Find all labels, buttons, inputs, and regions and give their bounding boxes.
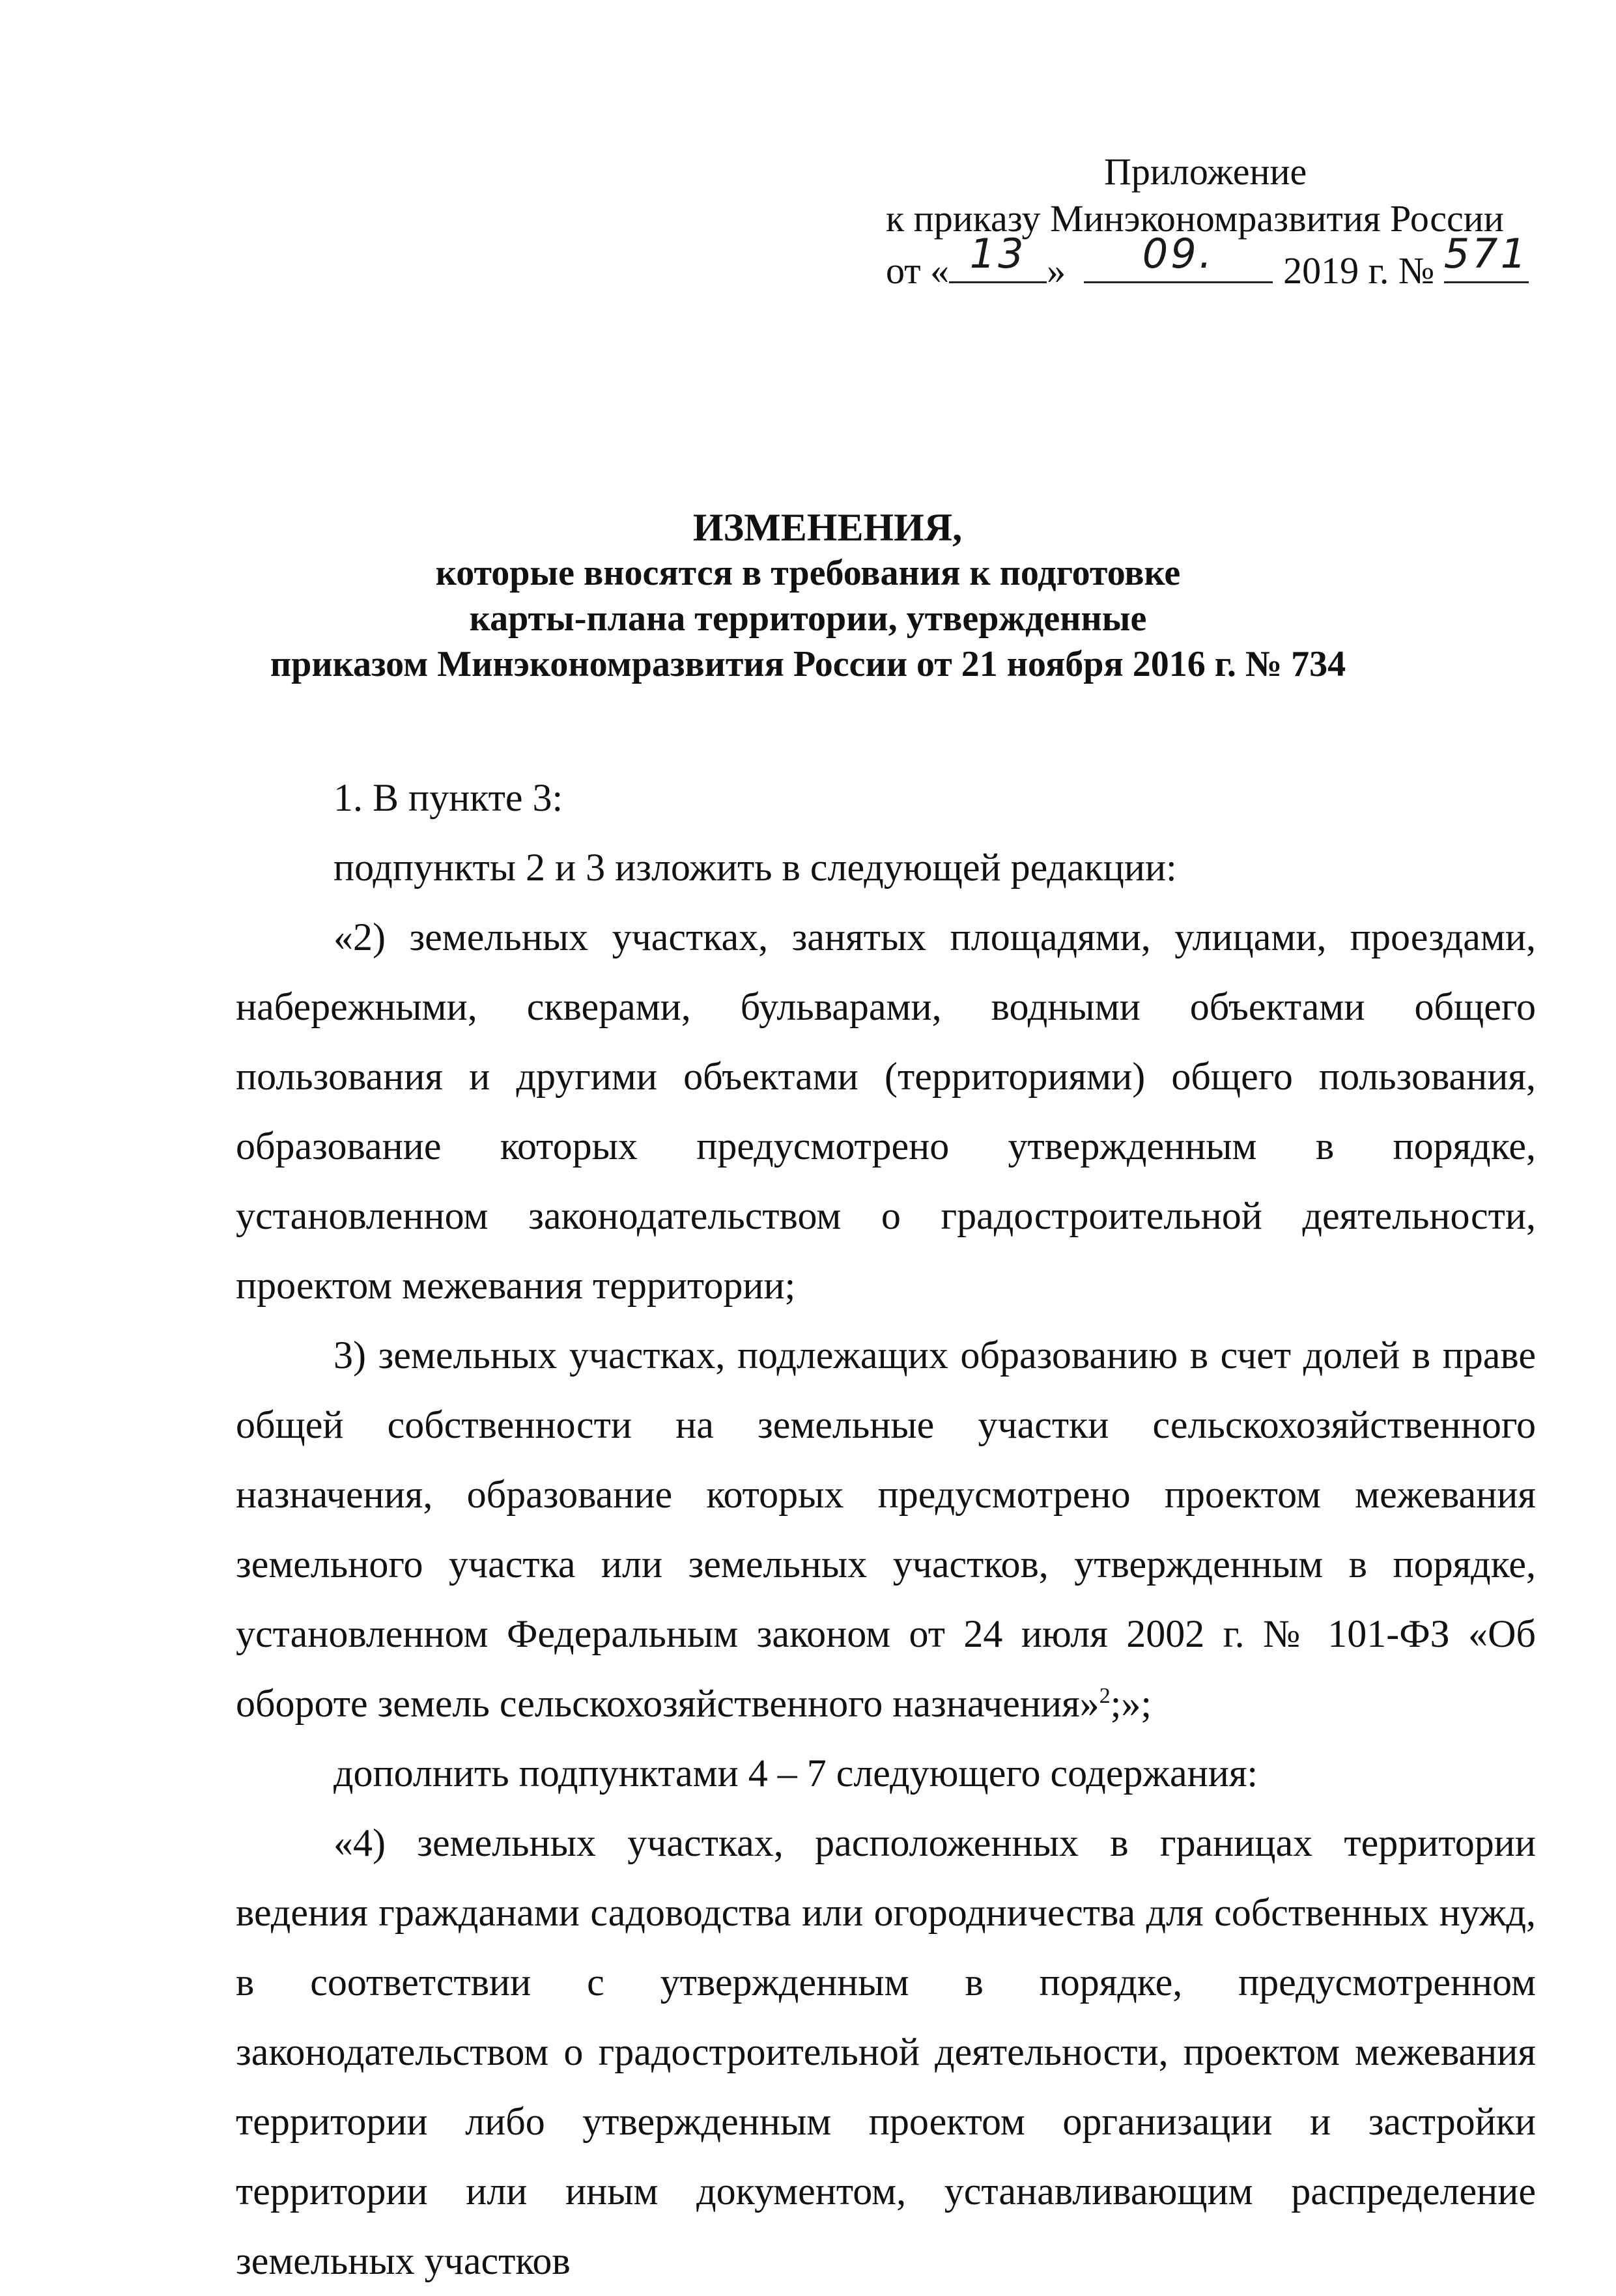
appendix-header [886, 148, 1537, 294]
day-field [949, 230, 1047, 283]
year-number-label: 2019 г. № [1283, 249, 1435, 292]
paragraph-subitem-4: «4) земельных участках, расположенных в границах территории ведения гражданами садоводства или огородничества для собственных нужд, в соответствии с утвержденным в порядке, предусмотренном законодательством о градостроительной деятельности, проектом межевания территории либо утвержденным проектом организации и застройки территории или иным документом, устанавливающим распределение земельных участков [236, 1821, 1536, 2282]
footnote-marker: 2 [1099, 1684, 1111, 1708]
title-line-2: которые вносятся в требования к подготовке [435, 553, 1181, 593]
title-heading: ИЗМЕНЕНИЯ, [692, 506, 963, 549]
appendix-date-line [886, 230, 1537, 294]
paragraph-add-subitems: дополнить подпунктами 4 – 7 следующего содержания: [333, 1752, 1258, 1795]
paragraph-subitem-2: «2) земельных участках, занятых площадями, улицами, проездами, набережными, скверами, бульварами, водными объектами общего пользования и другими объектами (территориями) общего пользования, образование которых предусмотрено утвержденным в порядке, установленном законодательством о градостроительной деятельности, проектом межевания территории; [236, 916, 1536, 1307]
date-quote-close: » [1047, 249, 1066, 292]
subitem-3-text: 3) земельных участках, подлежащих образованию в счет долей в праве общей собственности на земельные участки сельскохозяйственного назначения, образование которых предусмотрено проектом межевания земельного участка или земельных участков, утвержденным в порядке, установленном Федеральным законом от 24 июля 2002 г. № 101-ФЗ «Об обороте земель сельскохозяйственного назначения» [236, 1334, 1536, 1725]
handwritten-month: 09. [1142, 230, 1215, 277]
subitem-3-tail: ;»; [1110, 1682, 1152, 1725]
appendix-order-ref: к приказу Минэкономразвития России [886, 197, 1504, 240]
appendix-label: Приложение [1104, 150, 1307, 193]
date-prefix: от « [886, 249, 950, 292]
paragraph-subitems-intro: подпункты 2 и 3 изложить в следующей редакции: [333, 846, 1177, 889]
handwritten-number: 571 [1443, 230, 1529, 277]
handwritten-day: 13 [969, 230, 1027, 277]
paragraph-subitem-3 [236, 1321, 1536, 1739]
title-line-3: карты-плана территории, утвержденные [469, 598, 1147, 639]
paragraph-item-1: 1. В пункте 3: [333, 776, 563, 819]
document-title [0, 505, 1616, 687]
month-field [1084, 230, 1273, 283]
document-body [236, 763, 1536, 2296]
title-line-4: приказом Минэкономразвития России от 21 ноября 2016 г. № 734 [270, 644, 1346, 684]
number-field [1443, 230, 1529, 283]
